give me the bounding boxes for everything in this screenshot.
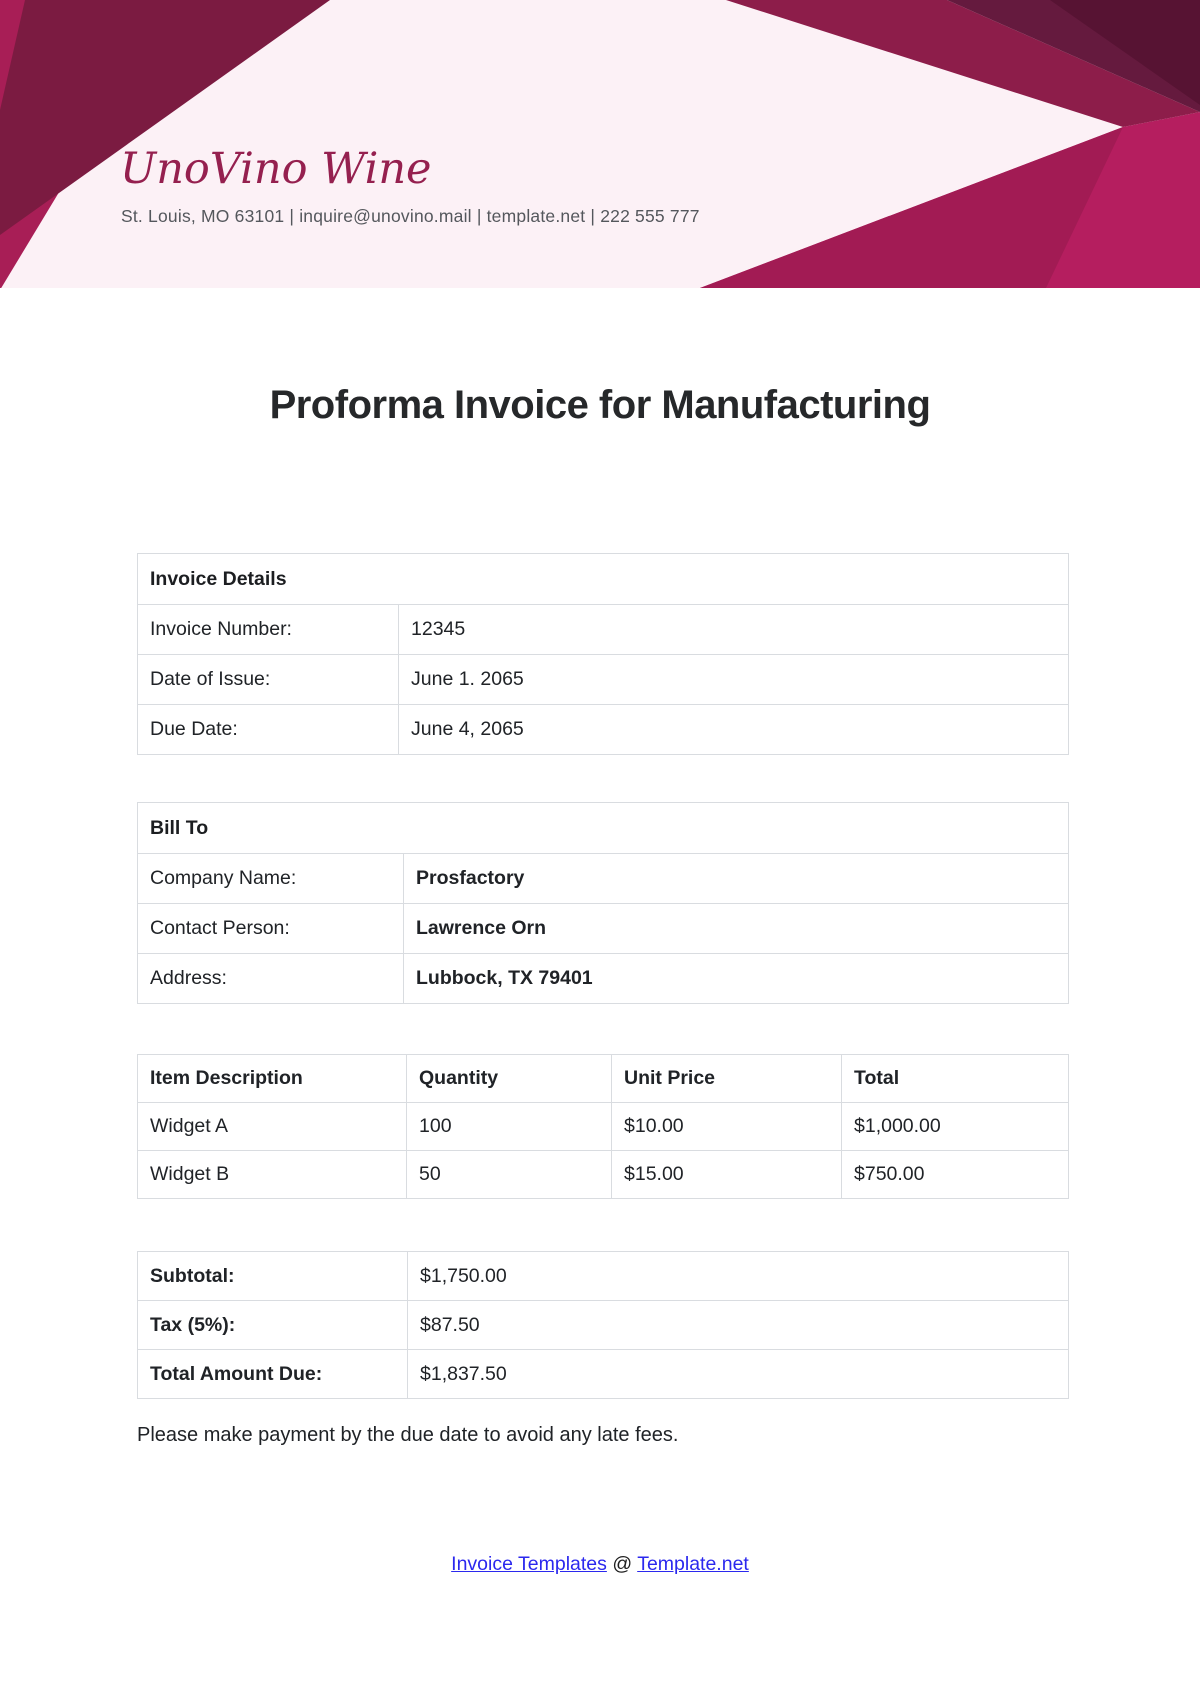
row-label: Company Name: [138,854,404,904]
row-value: Prosfactory [404,854,1069,904]
total-label: Subtotal: [138,1252,408,1301]
row-value: Lawrence Orn [404,904,1069,954]
company-contact-line: St. Louis, MO 63101 | inquire@unovino.mail | template.net | 222 555 777 [121,206,700,226]
item-description: Widget A [138,1103,407,1151]
bill-to-table [137,802,1069,1004]
row-label: Contact Person: [138,904,404,954]
total-value: $87.50 [408,1301,1069,1350]
company-logo: UnoVino Wine [120,144,432,194]
row-label: Date of Issue: [138,655,399,705]
table-row [138,655,1069,705]
table-row [138,1350,1069,1399]
invoice-details-section-title: Invoice Details [138,554,1069,605]
total-value: $1,837.50 [408,1350,1069,1399]
column-header-quantity: Quantity [407,1055,612,1103]
table-header-row [138,1055,1069,1103]
page-title: Proforma Invoice for Manufacturing [269,383,931,427]
table-row [138,705,1069,755]
item-unit-price: $10.00 [612,1103,842,1151]
item-total: $1,000.00 [842,1103,1069,1151]
item-quantity: 100 [407,1103,612,1151]
column-header-unit-price: Unit Price [612,1055,842,1103]
table-row [138,904,1069,954]
row-label: Due Date: [138,705,399,755]
item-quantity: 50 [407,1151,612,1199]
footer [0,1553,1200,1576]
payment-note: Please make payment by the due date to avoid any late fees. [137,1424,679,1446]
invoice-templates-link[interactable]: Invoice Templates [451,1553,607,1575]
table-row [138,1103,1069,1151]
table-row [138,1151,1069,1199]
column-header-total: Total [842,1055,1069,1103]
template-net-link[interactable]: Template.net [637,1553,749,1575]
table-row [138,803,1069,854]
row-value: June 1. 2065 [399,655,1069,705]
table-row [138,554,1069,605]
total-label: Total Amount Due: [138,1350,408,1399]
item-unit-price: $15.00 [612,1151,842,1199]
header-banner [0,0,1200,288]
footer-separator: @ [612,1553,633,1575]
line-items-table [137,1054,1069,1199]
item-description: Widget B [138,1151,407,1199]
table-row [138,1301,1069,1350]
table-row [138,854,1069,904]
invoice-details-table [137,553,1069,755]
item-total: $750.00 [842,1151,1069,1199]
table-row [138,1252,1069,1301]
row-label: Address: [138,954,404,1004]
totals-table [137,1251,1069,1399]
total-label: Tax (5%): [138,1301,408,1350]
row-label: Invoice Number: [138,605,399,655]
column-header-item-description: Item Description [138,1055,407,1103]
table-row [138,954,1069,1004]
bill-to-section-title: Bill To [138,803,1069,854]
table-row [138,605,1069,655]
row-value: June 4, 2065 [399,705,1069,755]
row-value: 12345 [399,605,1069,655]
total-value: $1,750.00 [408,1252,1069,1301]
row-value: Lubbock, TX 79401 [404,954,1069,1004]
